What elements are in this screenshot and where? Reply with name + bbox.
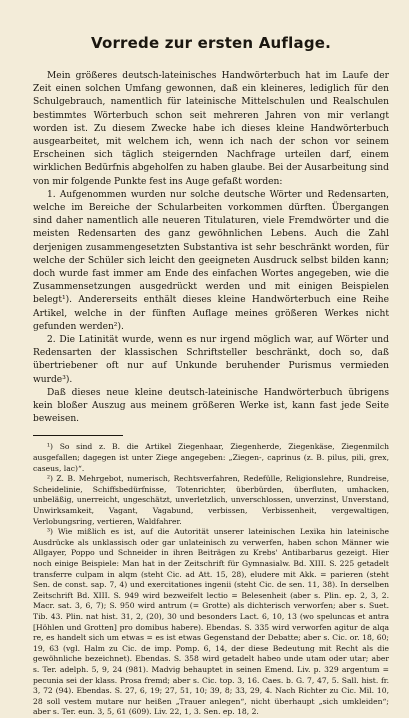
point-1-paragraph: 1. Aufgenommen wurden nur solche deutsche Wörter und Redensarten, welche im Bereiche der Schularbeiten vorkommen dürften. Übergangen sind daher namentlich alle neueren Titulaturen, viele Fremdwörter und die meisten Redensarten des ganz gewöhnlichen Lebens. Auch die Zahl derjenigen zusammengesetzten Substantiva ist sehr beschränkt worden, für welche der Schüler sich leicht den geeigneten Ausdruck selbst bilden kann; doch wurde fast immer am Ende des einfachen Wortes angegeben, wie die Zusammensetzungen ausgedrückt werden und mit einigen Beispielen belegt¹). Andererseits enthält dieses kleine Handwörterbuch eine Reihe Artikel, welche in der fünften Auflage meines größeren Werkes nicht gefunden werden²). (33, 189, 389, 332)
page-title: Vorrede zur ersten Auflage. (90, 34, 332, 52)
point-2-paragraph: 2. Die Latinität wurde, wenn es nur irgend möglich war, auf Wörter und Redensarten der klassischen Schriftsteller beschränkt, doch so, daß übertriebener oft nur auf Unkunde beruhender Purismus vermieden wurde³). (33, 335, 389, 385)
footnote-3: ³) Wie mißlich es ist, auf die Autorität unserer lateinischen Lexika hin lateinische Ausdrücke als unklassisch oder gar unlateinisch zu verwerfen, haben schon Männer wie Allgayer, Poppo und Schneider in ihren Beiträgen zu Krebs' Antibarbarus gezeigt. Hier noch einige Beispiele: Man hat in der Zeitschrift für Gymnasialw. Bd. XIII. S. 225 getadelt transferre culpam in alqm (steht Cic. ad Att. 15, 28), eludere mit Akk. = parieren (steht Sen. de const. sap. 7, 4) und exercitationes ingenii (steht Cic. de sen. 11, 38). In derselben Zeitschrift Bd. XIII. S. 949 wird bezweifelt lectio = Belesenheit (aber s. Plin. ep. 2, 3, 2. Macr. sat. 3, 6, 7); S. 950 wird antrum (= Grotte) als dichterisch verworfen; aber s. Suet. Tib. 43. Plin. nat hist. 31, 2, (20), 30 und besonders Lact. 6, 10, 13 (wo speluncas et antra [Höhlen und Grotten] pro domibus habere). Ebendas. S. 335 wird verworfen agitur de alqa re, es handelt sich um etwas = es ist etwas Gegenstand der Debatte; aber s. Cic. or. 18, 60; 19, 63 (vgl. Halm zu Cic. de imp. Pomp. 6, 14, der diese Bedeutung mit Recht als die gewöhnliche bezeichnet). Ebendas. S. 358 wird getadelt habeo unde utam oder utar; aber s. Ter. adelph. 5, 9, 24 (981). Madvig behauptet in seinen Emend. Liv. p. 329 argentum = pecunia sei der klass. Prosa fremd; aber s. Cic. top. 3, 16. Caes. b. G. 7, 47, 5. Sall. hist. fr. 3, 72 (94). Ebendas. S. 27, 6, 19; 27, 51, 10; 39, 8; 33, 29, 4. Nach Richter zu Cic. Mil. 10, 28 soll vestem mutare nur heißen „Trauer anlegen“, nicht überhaupt „sich umkleiden“; aber s. Ter. eun. 3, 5, 61 (609). Liv. 22, 1, 3. Sen. ep. 18, 2. (33, 527, 389, 717)
footnotes (33, 442, 389, 717)
closing-paragraph: Daß dieses neue kleine deutsch-lateinische Handwörterbuch übrigens kein bloßer Auszug aus meinem größeren Werke ist, kann fast jede Seite beweisen. (33, 387, 389, 425)
footnote-1: ¹) So sind z. B. die Artikel Ziegenhaar, Ziegenherde, Ziegenkäse, Ziegenmilch ausgefallen; dagegen ist unter Ziege angegeben: „Ziegen-, caprinus (z. B. pilus, pili, grex, caseus, lac)“. (33, 442, 389, 473)
footnote-divider (33, 435, 123, 436)
page (33, 24, 389, 718)
main-text (33, 70, 389, 426)
intro-paragraph: Mein größeres deutsch-lateinisches Handwörterbuch hat im Laufe der Zeit einen solchen Umfang gewonnen, daß ein kleineres, lediglich für den Schulgebrauch, namentlich für lateinische Mittelschulen und Realschulen bestimmtes Wörterbuch schon seit mehreren Jahren von mir verlangt worden ist. Zu diesem Zwecke habe ich dieses kleine Handwörterbuch ausgearbeitet, mit welchem ich, wenn ich nach der schon vor seinem Erscheinen sich täglich steigernden Nachfrage urteilen darf, einem wirklichen Bedürfnis abgeholfen zu haben glaube. Bei der Ausarbeitung sind von mir folgende Punkte fest ins Auge gefaßt worden: (33, 71, 389, 187)
footnote-2: ²) Z. B. Mehrgebot, numerisch, Rechtsverfahren, Redefülle, Religionslehre, Rundreise, Scheidelinie, Schiffsbedürfnisse, Totenrichter, überbürden, überfluten, umhacken, unbeläßig, unerreicht, ungeschätzt, unverletzlich, unverschlossen, unverzinst, Unverstand, Unwirksamkeit, Vagant, Vagabund, verbissen, Verbissenheit, vergewaltigen, Verlobungsring, vertieren, Waldfahrer. (33, 474, 389, 526)
